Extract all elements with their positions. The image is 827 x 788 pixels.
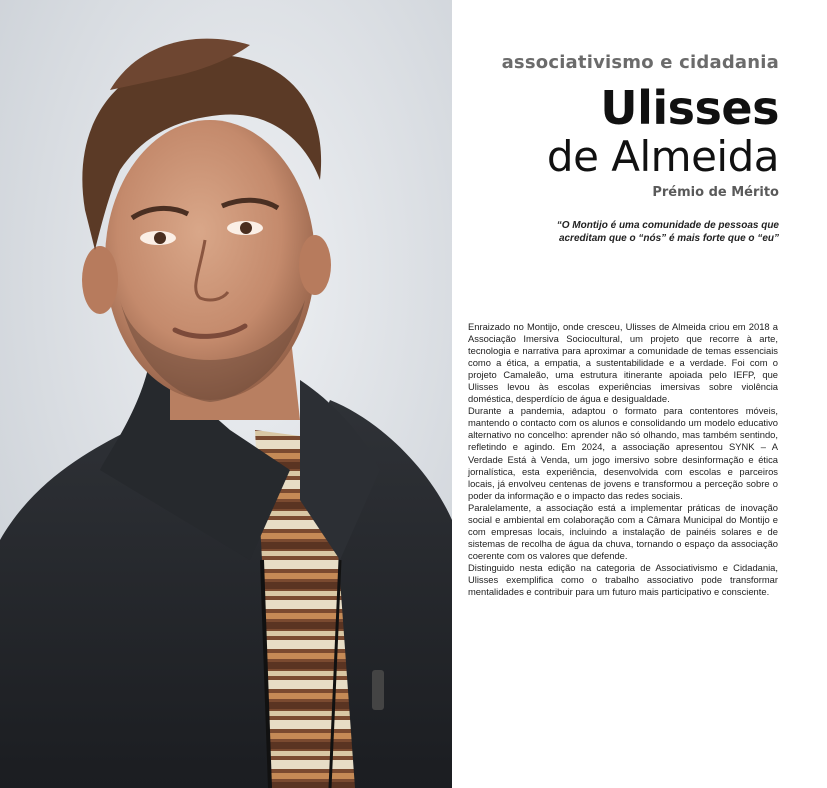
pull-quote [479,219,779,245]
honoree-first-name: Ulisses [600,81,779,135]
pull-quote-line: acreditam que o “nós” é mais forte que o “eu” [558,233,779,244]
biography-paragraph: Durante a pandemia, adaptou o formato para contentores móveis, mantendo o contacto com os alunos e consolidando um modelo educativo alternativo no concelho: aprender não só olhando, mas também sentindo, refletindo e agindo. Em 2024, a associação apresentou SYNK – A Verdade Está à Venda, um jogo imersivo sobre desinformação e ética jornalística, esta experiência, desenvolvida com escolas e parceiros locais, já envolveu centenas de jovens e transformou a perceção sobre o poder da informação e o impacto das redes sociais. [468,405,778,501]
biography-paragraph: Paralelamente, a associação está a implementar práticas de inovação social e ambiental em colaboração com a Câmara Municipal do Montijo e com empresas locais, incluindo a instalação de painéis solares e de sistemas de recolha de água da chuva, tornando o espaço da associação coerente com os valores que defende. [468,501,778,561]
biography-text [468,321,778,598]
award-title: Prémio de Mérito [652,185,779,200]
category-heading: associativismo e cidadania [501,52,779,73]
honoree-last-name: de Almeida [546,132,779,181]
biography-paragraph: Distinguido nesta edição na categoria de Associativismo e Cidadania, Ulisses exemplifica como o trabalho associativo pode transformar mentalidades e contribuir para um futuro mais participativo e consciente. [468,561,778,598]
pull-quote-line: “O Montijo é uma comunidade de pessoas que [556,220,779,231]
biography-paragraph: Enraizado no Montijo, onde cresceu, Ulisses de Almeida criou em 2018 a Associação Imersiva Sociocultural, um projeto que recorre à arte, tecnologia e narrativa para aproximar a comunidade de temas essenciais como a ética, a empatia, a sustentabilidade e a verdade. Foi com o projeto Camaleão, uma estrutura itinerante apoiada pelo IEFP, que Ulisses levou às escolas experiências imersivas sobre violência doméstica, desperdício de água e desigualdade. [468,321,778,405]
article-column [452,0,827,788]
